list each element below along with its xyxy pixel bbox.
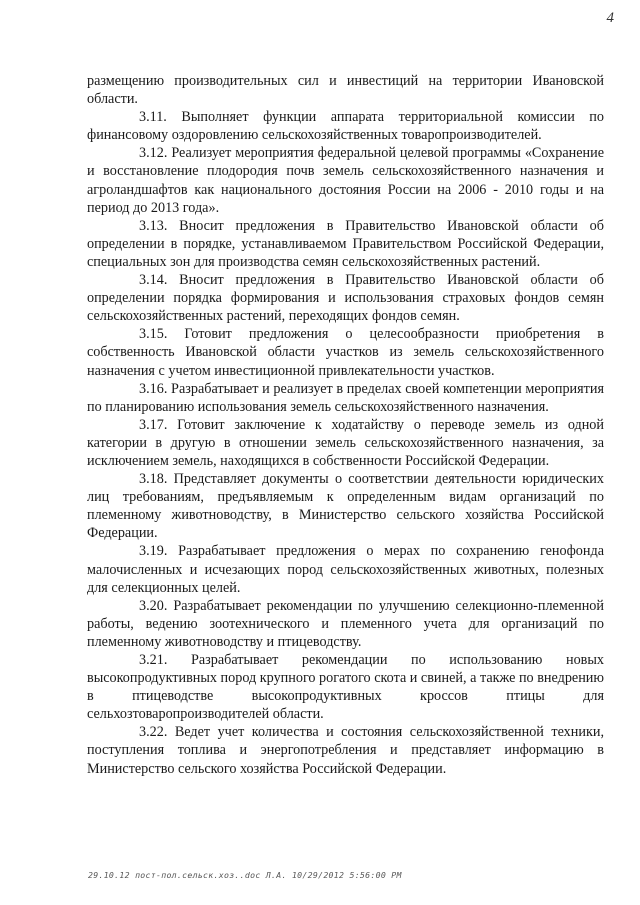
paragraph-3-17: 3.17. Готовит заключение к ходатайству о переводе земель из одной категории в другую в отношении земель сельскохозяйственного назначения, за исключением земель, находящихся в собственности Российской Федерации. [87, 416, 604, 469]
paragraph-3-21: 3.21. Разрабатывает рекомендации по использованию новых высокопродуктивных пород крупного рогатого скота и свиней, а также по внедрению в птицеводстве высокопродуктивных кроссов птицы для сельхозтоваропроизводителей области. [87, 652, 604, 723]
page-number: 4 [606, 10, 614, 26]
paragraph-3-20: 3.20. Разрабатывает рекомендации по улучшению селекционно-племенной работы, ведению зоотехнического и племенного учета для организаций по племенному животноводству и птицеводству. [87, 597, 604, 650]
paragraph-3-16: 3.16. Разрабатывает и реализует в пределах своей компетенции мероприятия по планированию использования земель сельскохозяйственного назначения. [87, 380, 604, 415]
paragraph-3-12: 3.12. Реализует мероприятия федеральной целевой программы «Сохранение и восстановление плодородия почв земель сельскохозяйственного назначения и агроландшафтов как национального достояния России на 2006 - 2010 годы и на период до 2013 года». [87, 145, 604, 216]
paragraph-3-11: 3.11. Выполняет функции аппарата территориальной комиссии по финансовому оздоровлению сельскохозяйственных товаропроизводителей. [87, 109, 604, 144]
paragraph-3-18: 3.18. Представляет документы о соответствии деятельности юридических лиц требованиям, предъявляемым к определенным видам организаций по племенному животноводству, в Министерство сельского хозяйства Российской Федерации. [87, 471, 604, 542]
paragraph-3-14: 3.14. Вносит предложения в Правительство Ивановской области об определении порядка формирования и использования страховых фондов семян сельскохозяйственных растений, переходящих фондов семян. [87, 272, 604, 325]
paragraph-3-22: 3.22. Ведет учет количества и состояния сельскохозяйственной техники, поступления топлива и энергопотребления и представляет информацию в Министерство сельского хозяйства Российской Федерации. [87, 724, 604, 777]
document-body [87, 72, 604, 778]
paragraph-continuation: размещению производительных сил и инвестиций на территории Ивановской области. [87, 73, 604, 108]
file-footer: 29.10.12 пост-пол.сельск.хоз..doc Л.А. 10/29/2012 5:56:00 PM [88, 870, 402, 880]
paragraph-3-19: 3.19. Разрабатывает предложения о мерах по сохранению генофонда малочисленных и исчезающих пород сельскохозяйственных животных, полезных для селекционных целей. [87, 543, 604, 596]
paragraph-3-13: 3.13. Вносит предложения в Правительство Ивановской области об определении в порядке, устанавливаемом Правительством Российской Федерации, специальных зон для производства семян сельскохозяйственных растений. [87, 217, 604, 270]
paragraph-3-15: 3.15. Готовит предложения о целесообразности приобретения в собственность Ивановской области участков из земель сельскохозяйственного назначения с учетом инвестиционной привлекательности участков. [87, 326, 604, 379]
